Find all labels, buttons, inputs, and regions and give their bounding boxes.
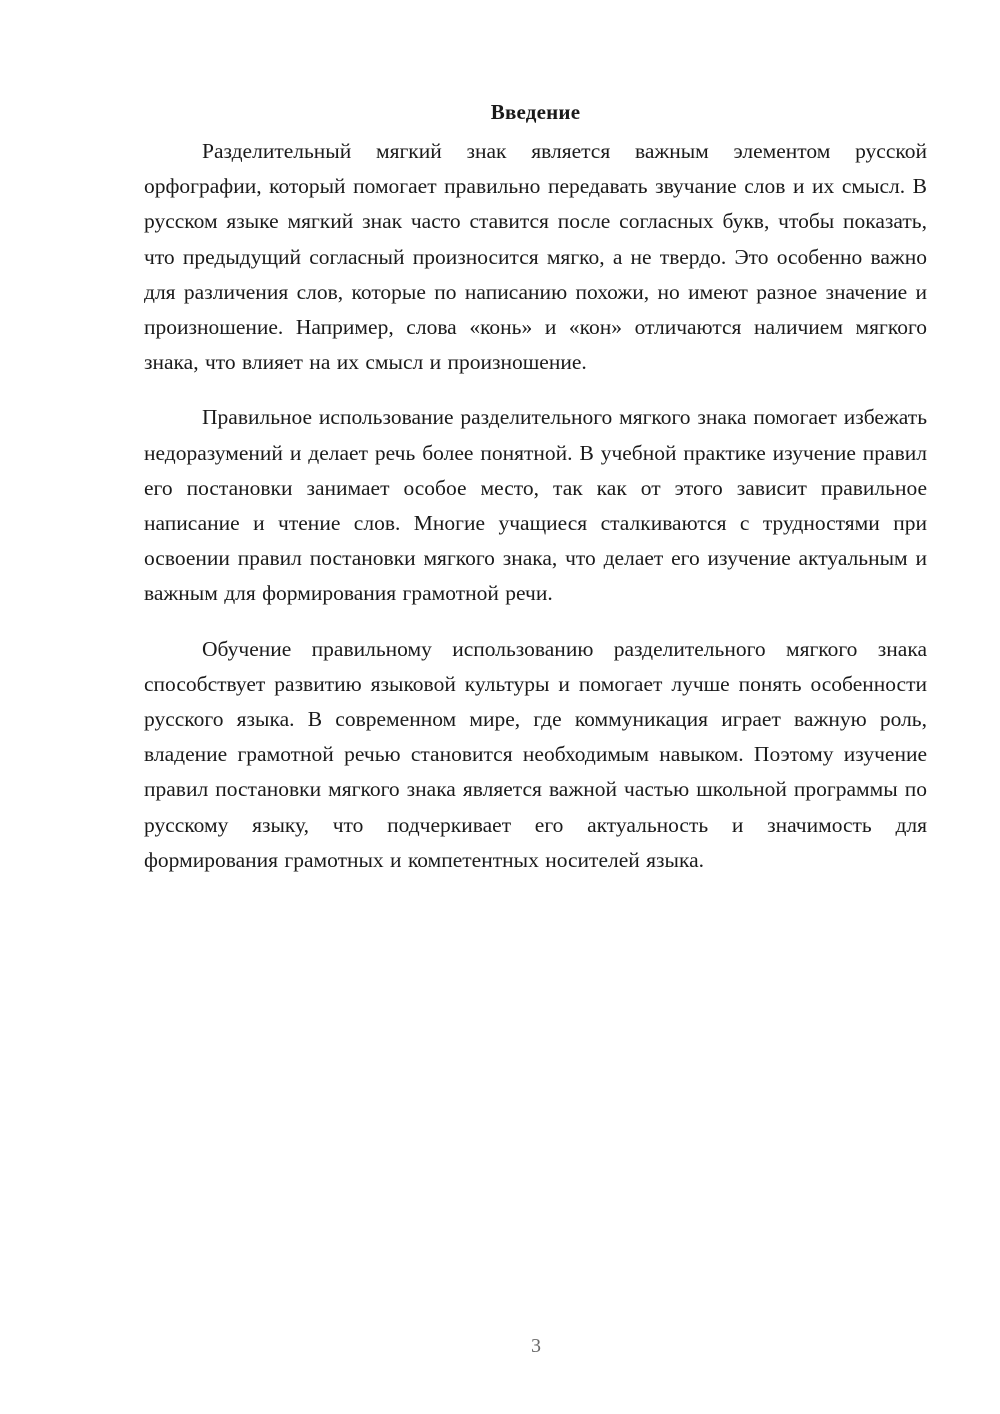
paragraph-3: Обучение правильному использованию разделительного мягкого знака способствует развитию языковой культуры и помогает лучше понять особенности русского языка. В современном мире, где коммуникация играет важную роль, владение грамотной речью становится необходимым навыком. Поэтому изучение правил постановки мягкого знака является важной частью школьной программы по русскому языку, что подчеркивает его актуальность и значимость для формирования грамотных и компетентных носителей языка. (144, 636, 927, 872)
paragraph-1: Разделительный мягкий знак является важным элементом русской орфографии, который помогает правильно передавать звучание слов и их смысл. В русском языке мягкий знак часто ставится после согласных букв, чтобы показать, что предыдущий согласный произносится мягко, а не твердо. Это особенно важно для различения слов, которые по написанию похожи, но имеют разное значение и произношение. Например, слова «конь» и «кон» отличаются наличием мягкого знака, что влияет на их смысл и произношение. (144, 139, 927, 375)
paragraph-2: Правильное использование разделительного мягкого знака помогает избежать недоразумений и делает речь более понятной. В учебной практике изучение правил его постановки занимает особое место, так как от этого зависит правильное написание и чтение слов. Многие учащиеся сталкиваются с трудностями при освоении правил постановки мягкого знака, что делает его изучение актуальным и важным для формирования грамотной речи. (144, 405, 927, 606)
page-heading: Введение (490, 100, 581, 124)
page-number: 3 (531, 1335, 541, 1357)
page-content (144, 98, 927, 898)
